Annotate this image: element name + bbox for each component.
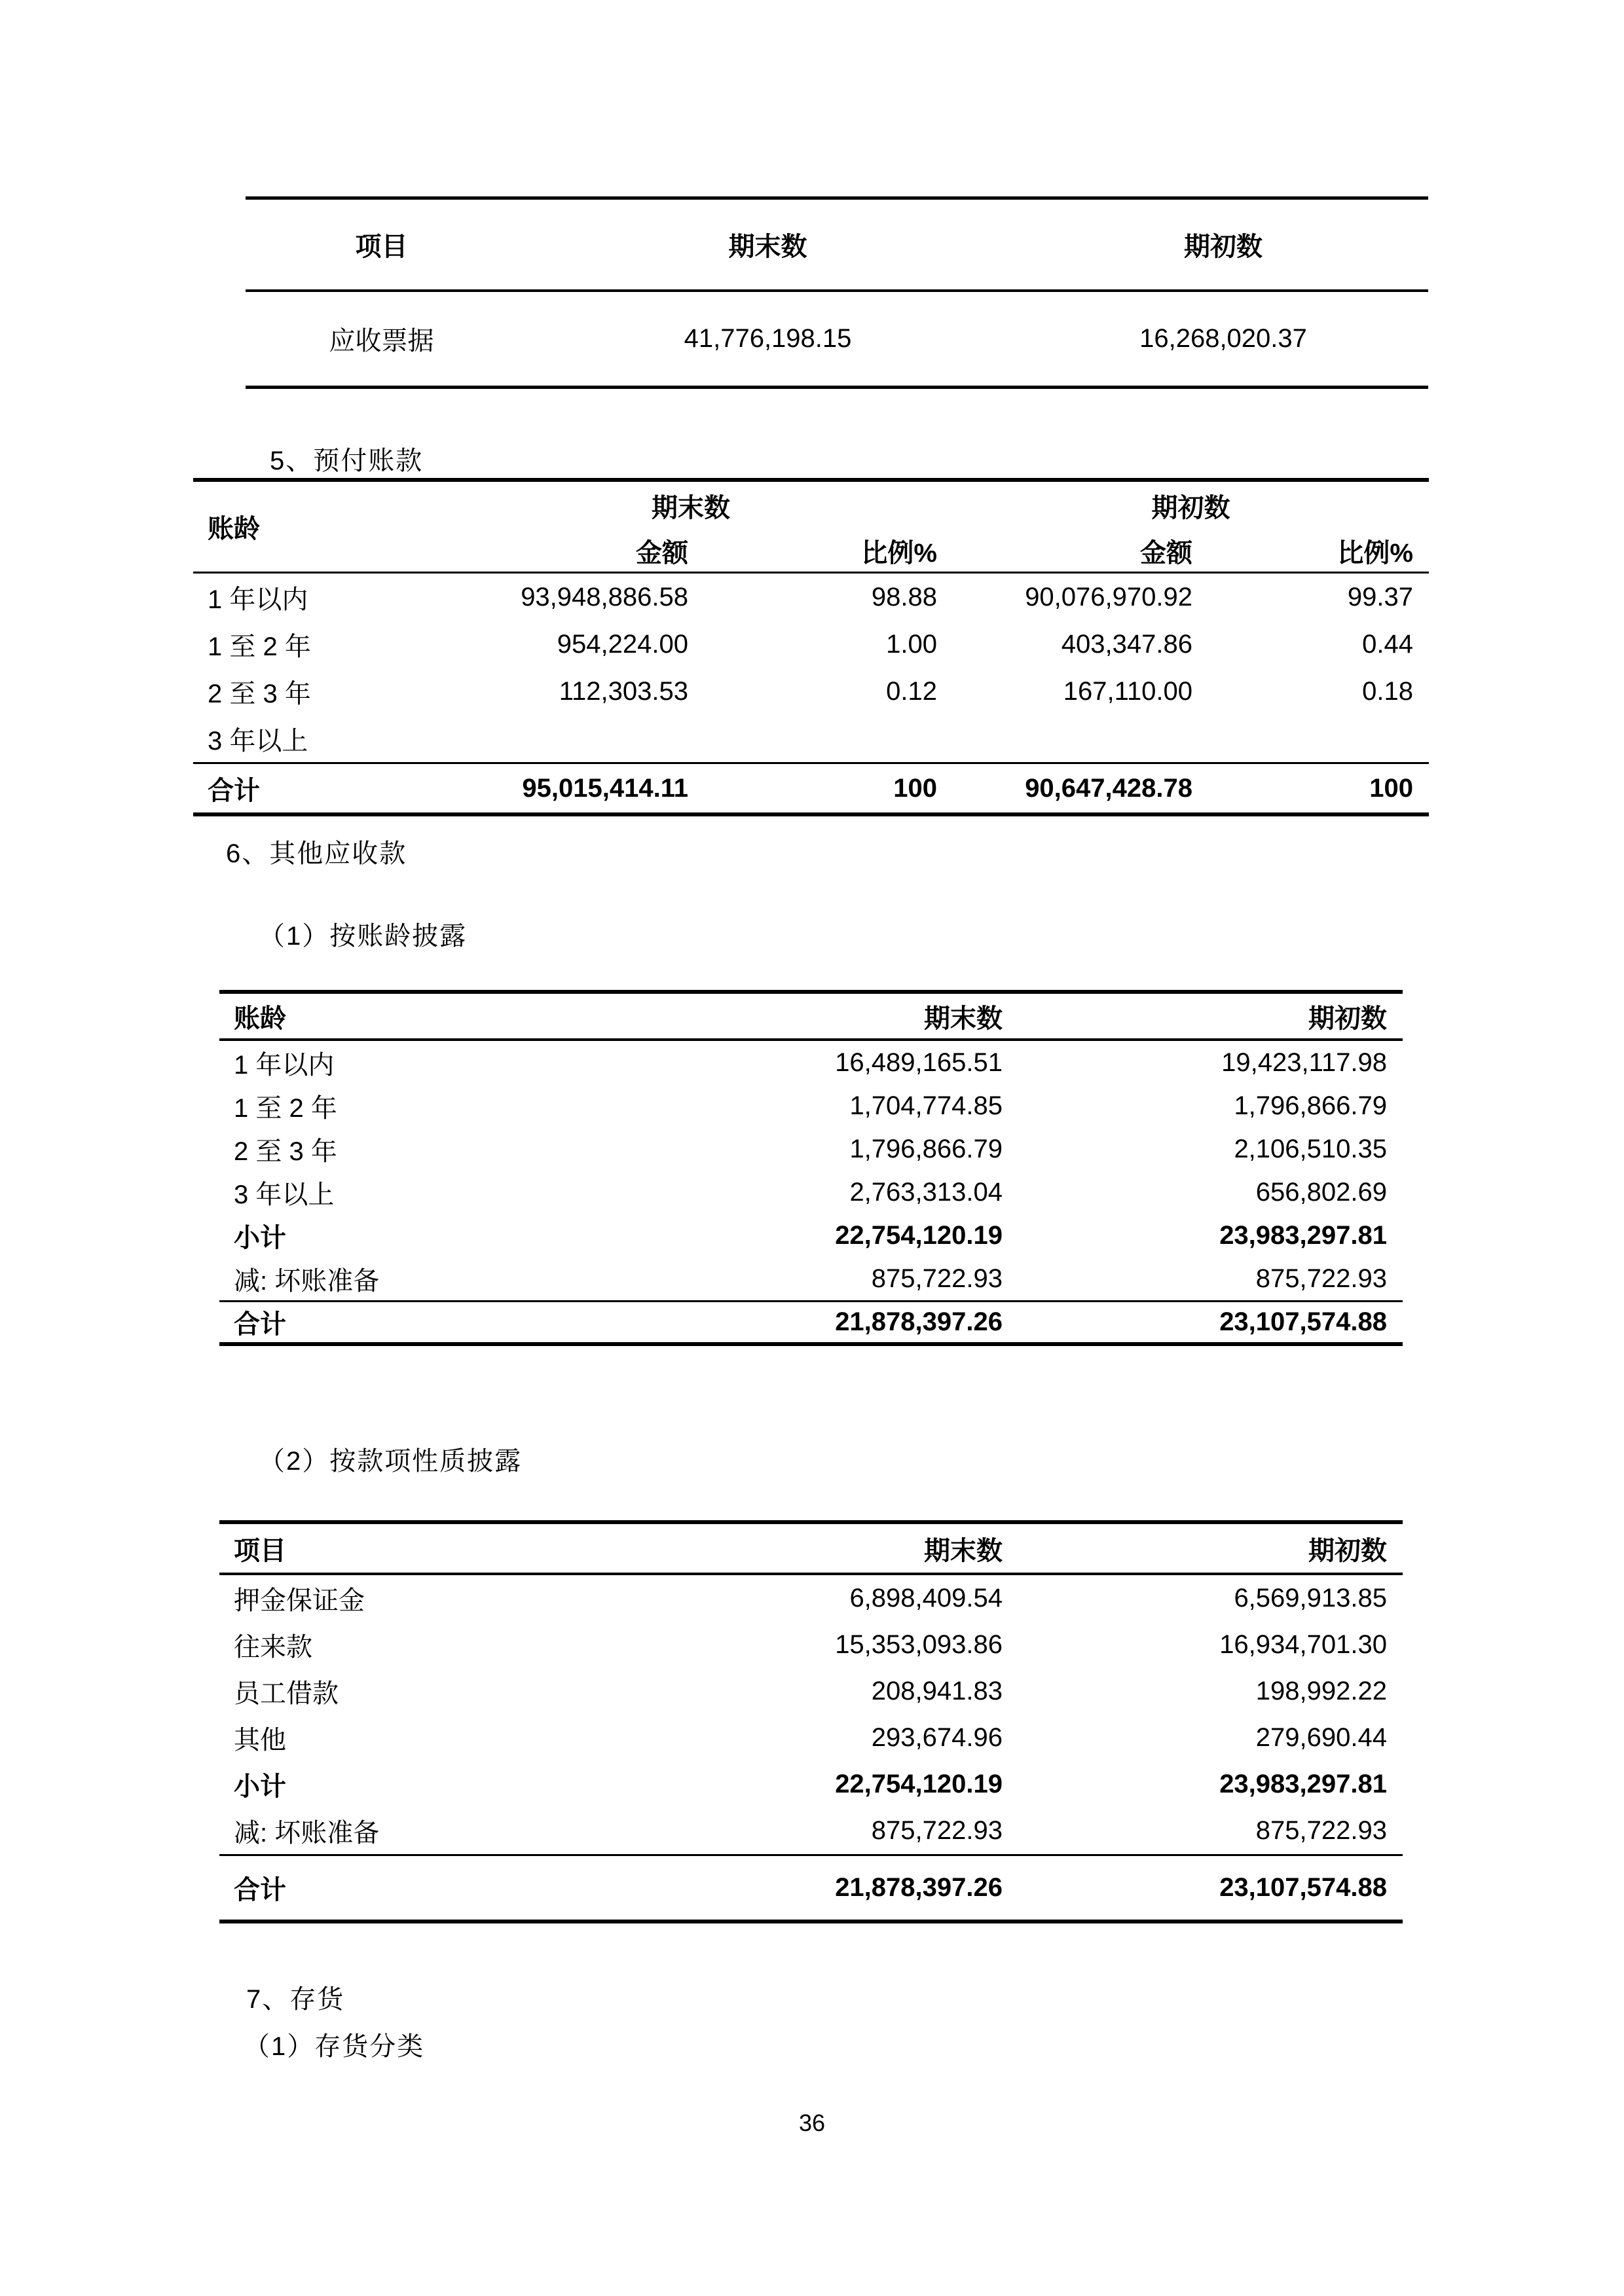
beginning-amount: 90,076,970.92 xyxy=(1025,582,1192,611)
group-header-ending: 期末数 xyxy=(652,494,730,522)
row-label: 往来款 xyxy=(234,1633,312,1662)
table-row xyxy=(219,1084,1403,1127)
table-row xyxy=(219,1041,1403,1084)
ending-value: 2,763,313.04 xyxy=(849,1177,1003,1207)
other-receivables-aging-table xyxy=(219,990,1403,1346)
total-beginning: 23,107,574.88 xyxy=(1219,1873,1387,1902)
beginning-value: 2,106,510.35 xyxy=(1234,1134,1387,1163)
table-header-row xyxy=(219,1524,1403,1575)
table-row xyxy=(219,1622,1403,1668)
table-header-row xyxy=(219,994,1403,1041)
ending-value: 22,754,120.19 xyxy=(835,1770,1003,1798)
total-row xyxy=(193,762,1429,812)
row-label: 1 至 2 年 xyxy=(234,1093,337,1123)
section6-sub2-heading: （2）按款项性质披露 xyxy=(259,1447,523,1476)
section6-heading: 6、其他应收款 xyxy=(226,839,407,868)
table-row xyxy=(193,621,1429,668)
sub-header-amount-ending: 金额 xyxy=(636,538,688,568)
section7-heading: 7、存货 xyxy=(246,1985,345,2014)
ending-value: 208,941.83 xyxy=(871,1677,1003,1705)
beginning-value: 279,690.44 xyxy=(1255,1723,1387,1752)
row-label: 2 至 3 年 xyxy=(208,679,311,708)
column-header-aging: 账龄 xyxy=(234,1004,286,1033)
section5-heading: 5、预付账款 xyxy=(270,446,424,475)
total-ending: 21,878,397.26 xyxy=(835,1873,1003,1902)
table-row xyxy=(193,715,1429,762)
beginning-value: 198,992.22 xyxy=(1255,1677,1387,1705)
beginning-amount: 167,110.00 xyxy=(1063,676,1192,706)
table-row xyxy=(219,1715,1403,1761)
table-header xyxy=(193,482,1429,574)
row-label: 小计 xyxy=(234,1772,286,1801)
column-header-ending: 期末数 xyxy=(924,1536,1003,1565)
beginning-value: 19,423,117.98 xyxy=(1221,1048,1387,1077)
column-header-ending: 期末数 xyxy=(728,232,807,261)
total-ending-amount: 95,015,414.11 xyxy=(522,773,688,803)
ending-value: 41,776,198.15 xyxy=(684,324,852,353)
beginning-value: 875,722.93 xyxy=(1255,1816,1387,1845)
column-header-aging: 账龄 xyxy=(208,515,260,543)
column-header-item: 项目 xyxy=(355,232,408,261)
column-header-beginning: 期初数 xyxy=(1308,1536,1387,1565)
sub-header-ratio-beginning: 比例% xyxy=(1337,538,1413,568)
column-header-beginning: 期初数 xyxy=(1184,232,1263,261)
sub-header-ratio-ending: 比例% xyxy=(861,538,937,568)
ending-ratio: 1.00 xyxy=(886,629,937,659)
beginning-value: 23,983,297.81 xyxy=(1219,1220,1387,1250)
total-label: 合计 xyxy=(234,1310,286,1339)
column-header-ending: 期末数 xyxy=(924,1004,1003,1033)
ending-ratio: 0.12 xyxy=(886,676,937,706)
column-header-beginning: 期初数 xyxy=(1308,1004,1387,1033)
beginning-value: 875,722.93 xyxy=(1255,1264,1387,1293)
beginning-value: 23,983,297.81 xyxy=(1219,1770,1387,1798)
total-beginning: 23,107,574.88 xyxy=(1219,1307,1387,1336)
table-header-row xyxy=(246,200,1428,292)
ending-value: 293,674.96 xyxy=(871,1723,1003,1752)
ending-amount: 112,303.53 xyxy=(559,676,688,706)
beginning-value: 16,268,020.37 xyxy=(1139,324,1307,353)
subtotal-row xyxy=(219,1761,1403,1808)
total-beginning-amount: 90,647,428.78 xyxy=(1025,773,1192,803)
total-ending-ratio: 100 xyxy=(893,773,937,803)
table-row xyxy=(193,668,1429,715)
total-label: 合计 xyxy=(208,776,260,805)
total-beginning-ratio: 100 xyxy=(1369,773,1413,803)
sub-header-row xyxy=(193,530,1429,572)
notes-receivable-table xyxy=(246,196,1428,389)
page-number: 36 xyxy=(798,2109,826,2136)
beginning-ratio: 0.18 xyxy=(1362,676,1413,706)
beginning-ratio: 0.44 xyxy=(1362,629,1413,659)
row-label: 3 年以上 xyxy=(208,726,308,756)
beginning-value: 1,796,866.79 xyxy=(1234,1091,1387,1120)
row-label: 减: 坏账准备 xyxy=(234,1819,380,1848)
row-label: 押金保证金 xyxy=(234,1586,365,1615)
row-label: 其他 xyxy=(234,1726,286,1755)
ending-amount: 954,224.00 xyxy=(557,629,688,659)
group-header-beginning: 期初数 xyxy=(1151,494,1230,522)
table-row xyxy=(219,1575,1403,1622)
row-label: 1 年以内 xyxy=(208,585,308,614)
table-row xyxy=(246,292,1428,386)
section6-sub1-heading: （1）按账龄披露 xyxy=(259,922,468,951)
total-row xyxy=(219,1854,1403,1920)
row-label: 小计 xyxy=(234,1223,286,1252)
ending-ratio: 98.88 xyxy=(871,582,937,611)
column-header-item: 项目 xyxy=(234,1536,286,1565)
ending-value: 15,353,093.86 xyxy=(835,1630,1003,1659)
section7-sub1-heading: （1）存货分类 xyxy=(244,2032,425,2061)
beginning-amount: 403,347.86 xyxy=(1061,629,1192,659)
beginning-value: 6,569,913.85 xyxy=(1234,1584,1387,1613)
total-label: 合计 xyxy=(234,1876,286,1904)
row-label: 1 年以内 xyxy=(234,1050,335,1080)
ending-value: 875,722.93 xyxy=(871,1816,1003,1845)
ending-value: 875,722.93 xyxy=(871,1264,1003,1293)
row-label: 员工借款 xyxy=(234,1679,339,1708)
table-row xyxy=(219,1668,1403,1715)
ending-amount: 93,948,886.58 xyxy=(521,582,688,611)
ending-value: 6,898,409.54 xyxy=(849,1584,1003,1613)
other-receivables-nature-table xyxy=(219,1520,1403,1923)
table-row xyxy=(219,1127,1403,1171)
beginning-ratio: 99.37 xyxy=(1347,582,1413,611)
table-row xyxy=(193,574,1429,621)
prepayments-table xyxy=(193,478,1429,816)
beginning-value: 16,934,701.30 xyxy=(1219,1630,1387,1659)
ending-value: 1,704,774.85 xyxy=(849,1091,1003,1120)
group-header-row xyxy=(193,482,1429,530)
row-label: 2 至 3 年 xyxy=(234,1137,337,1166)
total-ending: 21,878,397.26 xyxy=(835,1307,1003,1336)
subtotal-row xyxy=(219,1214,1403,1257)
sub-header-amount-beginning: 金额 xyxy=(1140,538,1192,568)
row-label: 应收票据 xyxy=(329,327,434,355)
table-row xyxy=(219,1171,1403,1214)
row-label: 3 年以上 xyxy=(234,1180,335,1209)
total-row xyxy=(219,1300,1403,1342)
row-label: 1 至 2 年 xyxy=(208,632,311,661)
beginning-value: 656,802.69 xyxy=(1255,1177,1387,1207)
ending-value: 22,754,120.19 xyxy=(835,1220,1003,1250)
ending-value: 1,796,866.79 xyxy=(849,1134,1003,1163)
ending-value: 16,489,165.51 xyxy=(835,1048,1003,1077)
table-row xyxy=(219,1808,1403,1854)
row-label: 减: 坏账准备 xyxy=(234,1266,380,1296)
table-row xyxy=(219,1257,1403,1300)
